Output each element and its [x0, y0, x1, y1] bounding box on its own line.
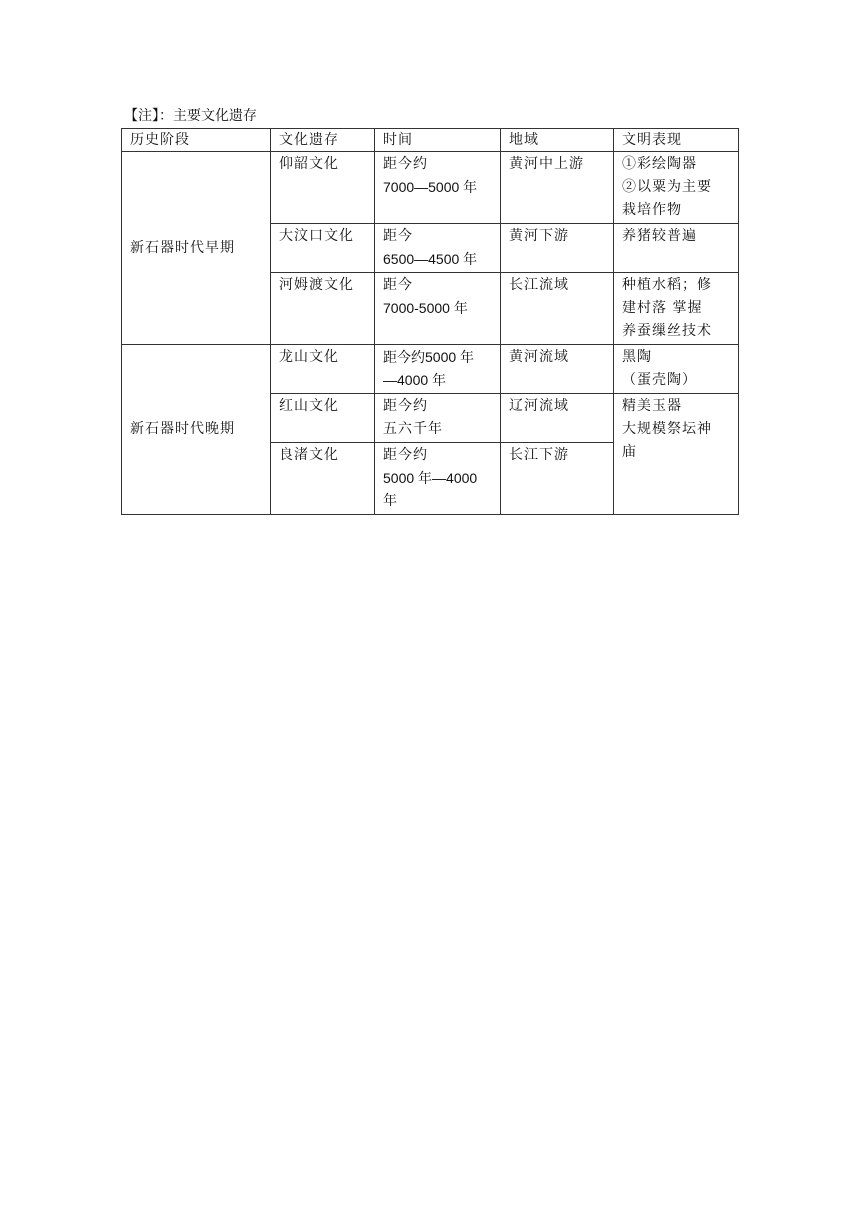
civilization-line: 大规模祭坛神	[622, 421, 712, 437]
civilization-cell	[614, 394, 739, 515]
civilization-line: 种植水稻；修	[622, 277, 712, 293]
region-cell: 黄河中上游	[501, 152, 614, 224]
header-culture: 文化遗存	[271, 129, 375, 152]
culture-cell: 龙山文化	[271, 345, 375, 394]
time-line: —4000 年	[383, 372, 447, 388]
note-title: 【注】：主要文化遗存	[124, 108, 257, 124]
time-line: 年	[383, 493, 398, 509]
culture-table	[121, 128, 739, 515]
culture-cell: 良渚文化	[271, 443, 375, 515]
time-line: 7000-5000 年	[383, 300, 468, 316]
region-cell: 长江下游	[501, 443, 614, 515]
time-line: 6500—4500 年	[383, 251, 478, 267]
civilization-line: （蛋壳陶）	[622, 372, 697, 388]
region-cell: 黄河流域	[501, 345, 614, 394]
time-line: 距今约5000 年	[383, 349, 475, 365]
civilization-line: 黑陶	[622, 349, 652, 365]
civilization-cell	[614, 224, 739, 273]
civilization-cell	[614, 273, 739, 345]
time-line: 距今	[383, 228, 413, 244]
time-cell	[375, 152, 501, 224]
time-cell	[375, 443, 501, 515]
header-region: 地域	[501, 129, 614, 152]
civilization-line: 养猪较普遍	[622, 228, 697, 244]
civilization-line: 庙	[622, 444, 637, 460]
region-cell: 辽河流域	[501, 394, 614, 443]
time-cell	[375, 273, 501, 345]
table-row	[122, 345, 739, 394]
civilization-line: 栽培作物	[622, 202, 682, 218]
time-line: 距今约	[383, 156, 428, 172]
time-cell	[375, 224, 501, 273]
civilization-cell	[614, 152, 739, 224]
time-line: 距今约	[383, 398, 428, 414]
time-line: 7000—5000 年	[383, 179, 478, 195]
header-civilization: 文明表现	[614, 129, 739, 152]
civilization-line: 精美玉器	[622, 398, 682, 414]
time-line: 距今	[383, 277, 413, 293]
time-cell	[375, 394, 501, 443]
time-cell	[375, 345, 501, 394]
civilization-line: ①彩绘陶器	[622, 156, 697, 172]
table-header-row	[122, 129, 739, 152]
culture-cell: 红山文化	[271, 394, 375, 443]
culture-cell: 大汶口文化	[271, 224, 375, 273]
civilization-line: 养蚕缫丝技术	[622, 323, 712, 339]
civilization-cell	[614, 345, 739, 394]
region-cell: 长江流域	[501, 273, 614, 345]
culture-cell: 仰韶文化	[271, 152, 375, 224]
time-line: 5000 年—4000	[383, 470, 478, 486]
header-time: 时间	[375, 129, 501, 152]
header-stage: 历史阶段	[122, 129, 271, 152]
stage-cell-early: 新石器时代早期	[122, 152, 271, 345]
time-line: 距今约	[383, 447, 428, 463]
civilization-line: ②以粟为主要	[622, 179, 712, 195]
culture-cell: 河姆渡文化	[271, 273, 375, 345]
civilization-line: 建村落 掌握	[622, 300, 703, 316]
region-cell: 黄河下游	[501, 224, 614, 273]
table-row	[122, 152, 739, 224]
stage-cell-late: 新石器时代晚期	[122, 345, 271, 515]
time-line: 五六千年	[383, 421, 443, 437]
